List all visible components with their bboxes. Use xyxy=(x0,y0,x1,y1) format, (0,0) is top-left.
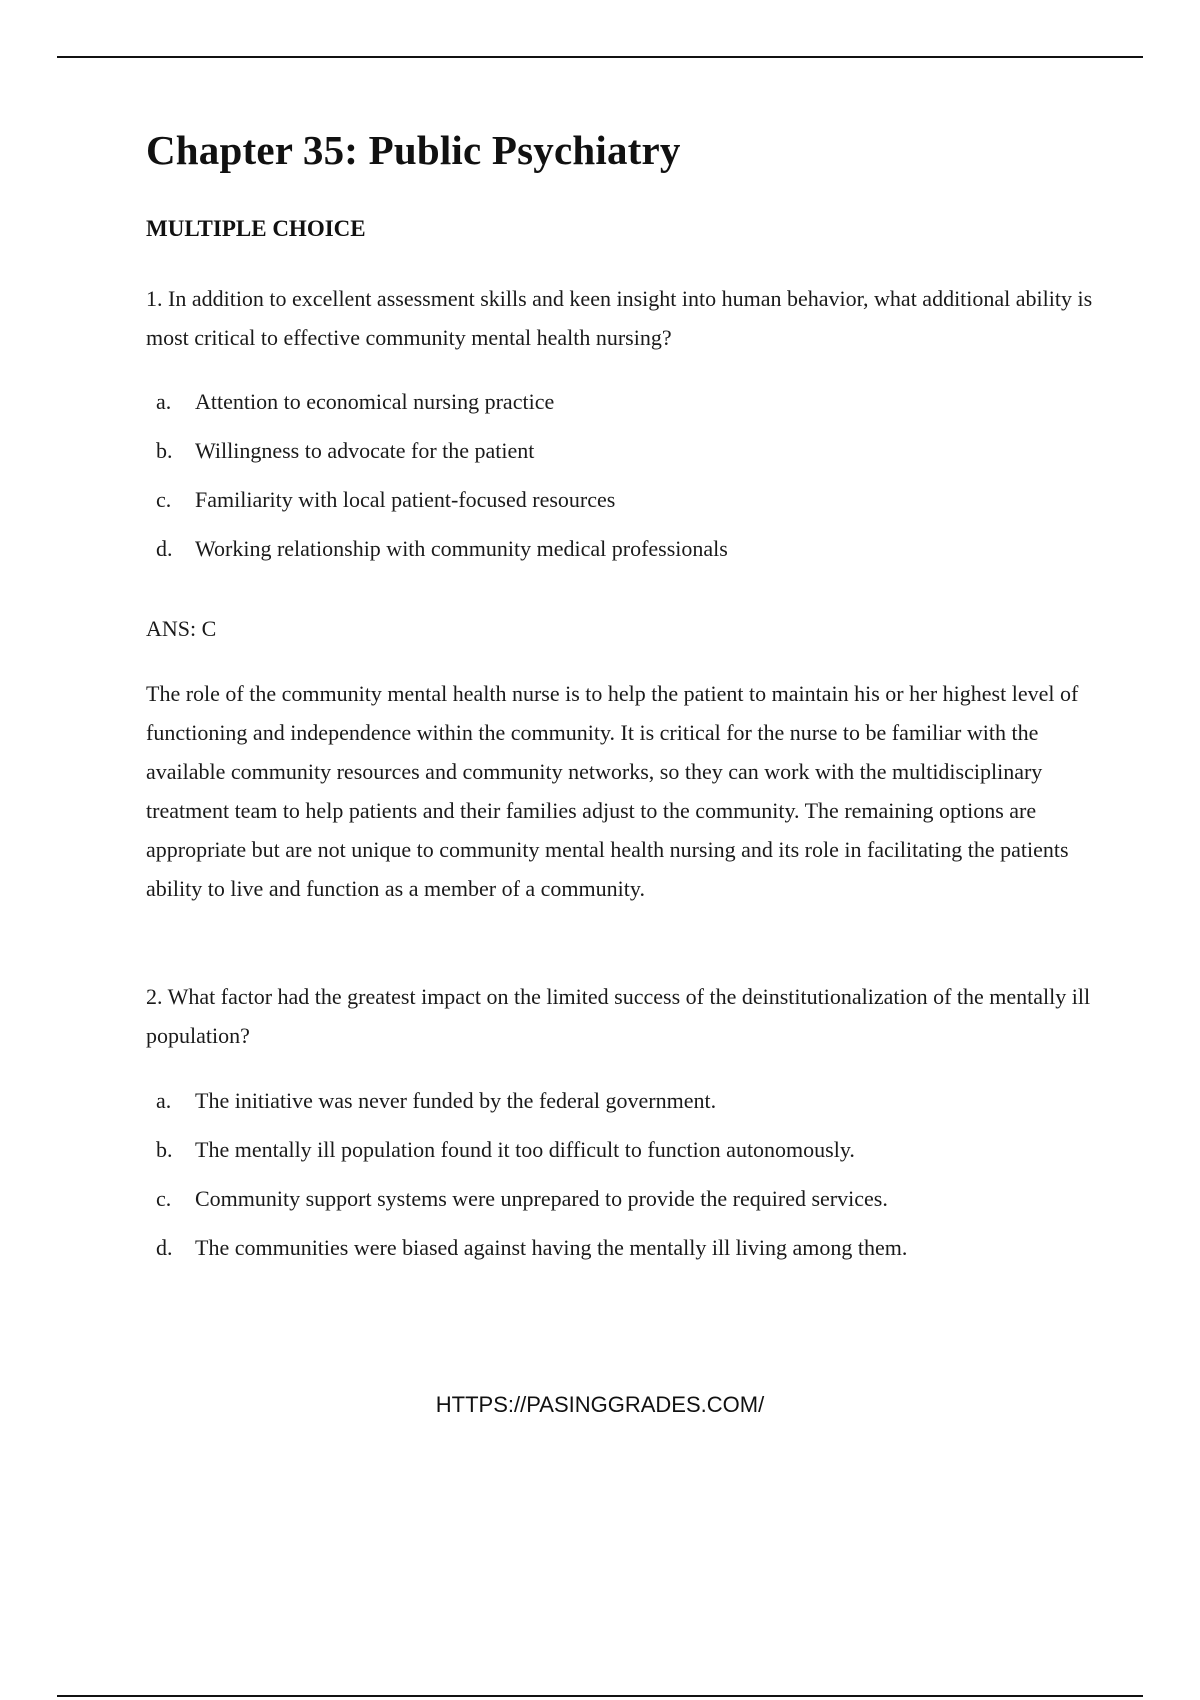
question-2-option-a xyxy=(146,1086,1096,1135)
question-2-option-d xyxy=(146,1233,1096,1282)
top-rule xyxy=(57,56,1143,58)
option-text: Willingness to advocate for the patient xyxy=(195,438,535,463)
question-1-option-a xyxy=(146,387,1096,436)
question-1-answer: ANS: C xyxy=(146,616,217,641)
question-2-option-b xyxy=(146,1135,1096,1184)
question-1-options xyxy=(146,387,1096,583)
option-text: Community support systems were unprepared to provide the required services. xyxy=(195,1186,888,1211)
option-letter: d. xyxy=(156,536,173,561)
option-letter: a. xyxy=(156,389,172,414)
page-title: Chapter 35: Public Psychiatry xyxy=(146,127,681,173)
question-1-stem: 1. In addition to excellent assessment skills and keen insight into human behavior, what additional ability is most critical to effective community mental health nursing? xyxy=(146,286,1093,350)
question-1-option-d xyxy=(146,534,1096,583)
option-letter: d. xyxy=(156,1235,173,1260)
option-letter: a. xyxy=(156,1088,172,1113)
footer-url: HTTPS://PASINGGRADES.COM/ xyxy=(435,1392,765,1417)
option-text: Attention to economical nursing practice xyxy=(195,389,555,414)
option-text: The communities were biased against having the mentally ill living among them. xyxy=(195,1235,908,1260)
option-letter: c. xyxy=(156,487,172,512)
option-text: The mentally ill population found it too difficult to function autonomously. xyxy=(195,1137,855,1162)
option-text: Working relationship with community medical professionals xyxy=(195,536,728,561)
question-2-option-c xyxy=(146,1184,1096,1233)
option-letter: b. xyxy=(156,1137,173,1162)
question-2-stem: 2. What factor had the greatest impact on the limited success of the deinstitutionalization of the mentally ill population? xyxy=(146,984,1091,1048)
question-2-options xyxy=(146,1086,1096,1282)
option-text: Familiarity with local patient-focused resources xyxy=(195,487,616,512)
option-text: The initiative was never funded by the federal government. xyxy=(195,1088,717,1113)
question-1-rationale: The role of the community mental health nurse is to help the patient to maintain his or her highest level of functioning and independence within the community. It is critical for the nurse to be familiar with the available community resources and community networks, so they can work with the multidisciplinary treatment team to help patients and their families adjust to the community. The remaining options are appropriate but are not unique to community mental health nursing and its role in facilitating the patients ability to live and function as a member of a community. xyxy=(146,681,1079,901)
option-letter: b. xyxy=(156,438,173,463)
question-1-option-c xyxy=(146,485,1096,534)
section-heading: MULTIPLE CHOICE xyxy=(146,216,366,241)
option-letter: c. xyxy=(156,1186,172,1211)
question-1-option-b xyxy=(146,436,1096,485)
bottom-rule xyxy=(57,1695,1143,1697)
